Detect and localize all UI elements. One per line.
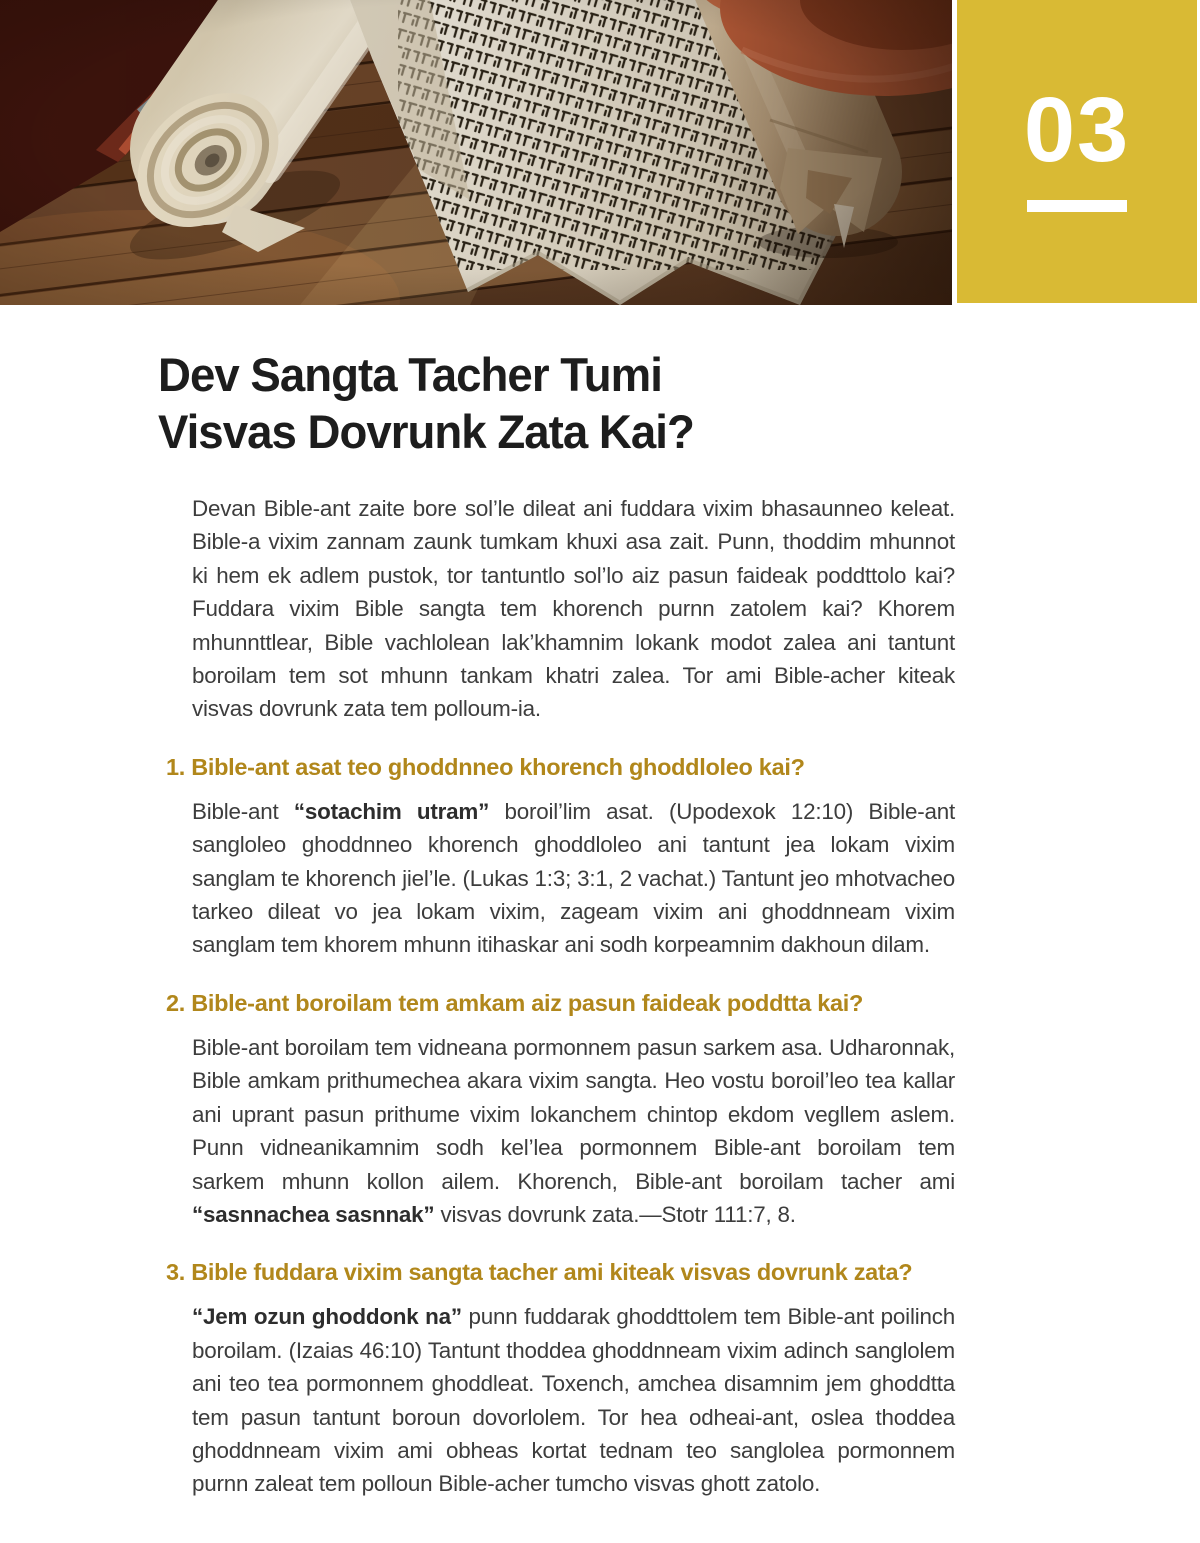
section-1-heading: 1. Bible-ant asat teo ghoddnneo khorench ghoddloleo kai? (166, 753, 805, 780)
chapter-number: 03 (1023, 79, 1131, 181)
chapter-panel (957, 0, 1197, 303)
page-title-line1: Dev Sangta Tacher Tumi (158, 348, 662, 401)
intro-paragraph: Devan Bible-ant zaite bore sol’le dileat ani fuddara vixim bhasaunneo keleat. Bible-a vixim zannam zaunk tumkam khuxi asa zait. Punn, thoddim mhunnot ki hem ek adlem pustok, tor tantuntlo sol’lo aiz pasun faideak poddttolo kai? Fuddara vixim Bible sangta tem khorench purnn zatolem kai? Khorem mhunnttlear, Bible vachlolean lak’khamnim lokank modot zalea ani tantunt boroilam tem sot mhunn tankam khatri zalea. Tor ami Bible-acher kiteak visvas dovrunk zata tem polloum-ia. (192, 496, 955, 722)
page-title (158, 346, 931, 460)
section-3 (158, 1257, 955, 1500)
hero-image (0, 0, 952, 305)
section-1 (158, 752, 955, 962)
section-2 (158, 988, 955, 1231)
section-1-paragraph: Bible-ant “sotachim utram” boroil’lim asat. (Upodexok 12:10) Bible-ant sangloleo ghoddnneo khorench ghoddloleo ani tantunt jea lokam vixim sanglam te khorench jiel’le. (Lukas 1:3; 3:1, 2 vachat.) Tantunt jeo mhotvacheo tarkeo dileat vo jea lokam vixim, zageam vixim ani ghoddnneam vixim sanglam tem khorem mhunn itihaskar ani sodh korpeamnim dakhoun dilam. (192, 798, 956, 958)
section-2-heading: 2. Bible-ant boroilam tem amkam aiz pasun faideak poddtta kai? (166, 989, 864, 1016)
section-3-paragraph: “Jem ozun ghoddonk na” punn fuddarak ghoddttolem tem Bible-ant poilinch boroilam. (Izaias 46:10) Tantunt thoddea ghoddnneam vixim adinch sanglolem ani teo tea pormonnem ghoddleat. Toxench, amchea disamnim jem ghoddtta tem pasun tantunt boroun dovorlolem. Tor hea odheai-ant, oslea thoddea ghoddnneam vixim ami obheas kortat tednam teo sanglolea pormonnem purnn zaleat tem polloun Bible-acher tumcho visvas ghott zatolo. (192, 1304, 955, 1497)
section-3-heading: 3. Bible fuddara vixim sangta tacher ami kiteak visvas dovrunk zata? (166, 1259, 913, 1286)
page-title-line2: Visvas Dovrunk Zata Kai? (158, 405, 694, 458)
chapter-underline (1027, 200, 1127, 212)
section-2-paragraph: Bible-ant boroilam tem vidneana pormonnem pasun sarkem asa. Udharonnak, Bible amkam prithumechea akara vixim sangta. Heo vostu boroil’leo tea kallar ani uprant pasun prithume vixim lokanchem chintop ekdom vegllem aslem. Punn vidneanikamnim sodh kel’lea pormonnem Bible-ant boroilam tem sarkem mhunn kollon ailem. Khorench, Bible-ant boroilam tacher ami “sasnnachea sasnnak” visvas dovrunk zata.—Stotr 111:7, 8. (192, 1034, 955, 1227)
scrolls-photo-illustration (0, 0, 952, 305)
article (158, 346, 955, 1527)
